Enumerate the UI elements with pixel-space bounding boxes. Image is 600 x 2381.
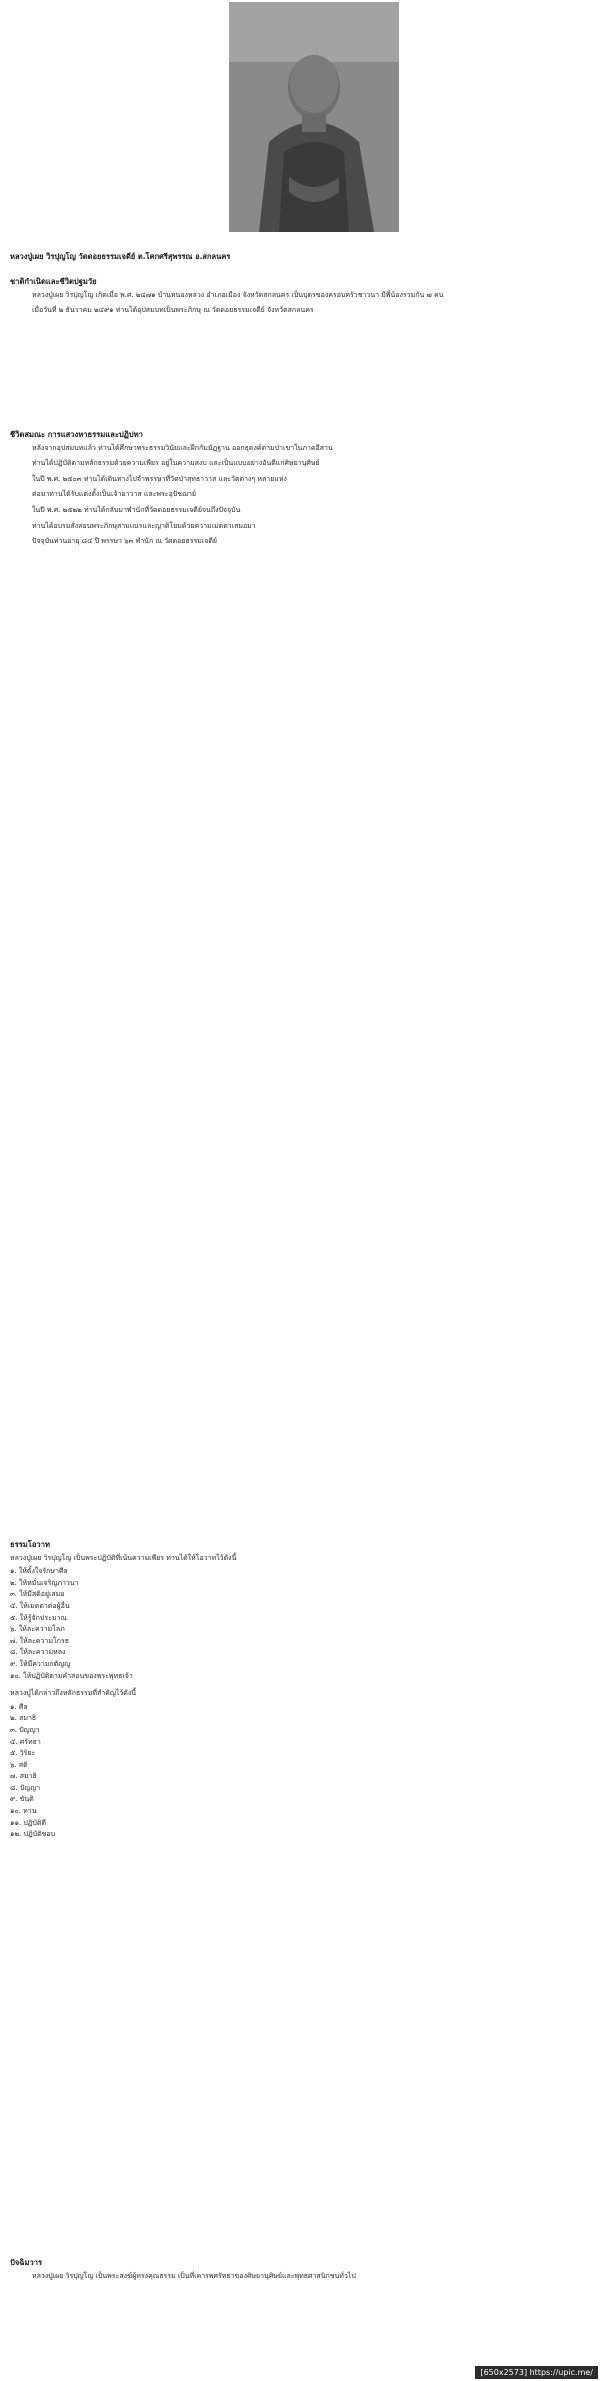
portrait-drawing [229, 2, 399, 232]
section-early-life [10, 277, 590, 322]
list-item: ๑๒. ปฏิบัติชอบ [10, 1830, 56, 1839]
section-closing [10, 2258, 590, 2287]
paragraph: ในปี พ.ศ. ๒๕๐๓ ท่านได้เดินทางไปจำพรรษาที่วัดป่าสุทธาวาส และวัดต่างๆ หลายแห่ง [32, 474, 287, 483]
list-item: ๙. ขันติ [10, 1795, 34, 1804]
list-item: ๓. ปัญญา [10, 1725, 40, 1734]
photo-caption: หลวงปู่เผย วิรปุญโญ วัดดอยธรรมเจดีย์ ต.โคกศรีสุพรรณ อ.สกลนคร [10, 252, 231, 261]
paragraph: หลวงปู่เผย วิรปุญโญ เป็นพระสงฆ์ผู้ทรงคุณธรรม เป็นที่เคารพศรัทธาของศิษยานุศิษย์และพุทธศาสนิกชนทั่วไป [32, 2271, 356, 2280]
list-item: ๕. ให้รู้จักประมาณ [10, 1613, 67, 1622]
list-item: ๒. ให้หมั่นเจริญภาวนา [10, 1578, 79, 1587]
list-item: ๒. สมาธิ [10, 1714, 37, 1723]
list-item: ๔. ศรัทธา [10, 1737, 41, 1746]
teachings-list [10, 1567, 590, 1681]
list-item: ๑๐. ทาน [10, 1807, 37, 1816]
list-item: ๗. สมาธิ [10, 1772, 37, 1781]
list-item: ๓. ให้มีสติอยู่เสมอ [10, 1590, 65, 1599]
paragraph: หลวงปู่ได้กล่าวถึงหลักธรรมที่สำคัญไว้ดังนี้ [10, 1689, 137, 1698]
section-monastic-life [10, 430, 590, 553]
paragraph: ท่านได้อบรมสั่งสอนพระภิกษุสามเณรและญาติโยมด้วยความเมตตาเสมอมา [32, 521, 256, 530]
list-item: ๑๐. ให้ปฏิบัติตามคำสอนของพระพุทธเจ้า [10, 1671, 133, 1680]
paragraph: ในปี พ.ศ. ๒๕๒๒ ท่านได้กลับมาพำนักที่วัดดอยธรรมเจดีย์จนถึงปัจจุบัน [32, 505, 241, 514]
list-item: ๙. ให้มีความกตัญญู [10, 1659, 71, 1668]
paragraph: ท่านได้ปฏิบัติตามหลักธรรมด้วยความเพียร อยู่ในความสงบ และเป็นแบบอย่างอันดีแก่ศิษยานุศิษย์ [32, 459, 320, 468]
list-item: ๕. วิริยะ [10, 1749, 36, 1758]
list-item: ๔. ให้เมตตาต่อผู้อื่น [10, 1601, 70, 1610]
section-teachings [10, 1540, 590, 1842]
paragraph: ปัจจุบันท่านอายุ ๘๔ ปี พรรษา ๖๓ พำนัก ณ วัดดอยธรรมเจดีย์ [32, 537, 218, 546]
monk-portrait-image [229, 2, 399, 232]
section-heading: ชาติกำเนิดและชีวิตปฐมวัย [10, 277, 97, 286]
list-item: ๑๑. ปฏิบัติดี [10, 1818, 47, 1827]
image-host-tag: [650x2573] https://upic.me/ [475, 2366, 598, 2379]
list-item: ๑. ศีล [10, 1702, 28, 1711]
paragraph: หลวงปู่เผย วิรปุญโญ เกิดเมื่อ พ.ศ. ๒๔๗๑ บ้านหนองหลวง อำเภอเมือง จังหวัดสกลนคร เป็นบุตรของครอบครัวชาวนา มีพี่น้องรวมกัน ๗ คน [32, 290, 444, 299]
list-item: ๘. ปัญญา [10, 1783, 41, 1792]
list-item: ๘. ให้ละความหลง [10, 1648, 66, 1657]
list-item: ๖. สติ [10, 1760, 28, 1769]
list-item: ๖. ให้ละความโลภ [10, 1625, 65, 1634]
section-heading: ธรรมโอวาท [10, 1540, 50, 1549]
paragraph: เมื่อวันที่ ๒ ธันวาคม ๒๔๙๑ ท่านได้อุปสมบทเป็นพระภิกษุ ณ วัดดอยธรรมเจดีย์ จังหวัดสกลนคร [32, 306, 314, 315]
list-item: ๑. ให้ตั้งใจรักษาศีล [10, 1567, 68, 1576]
paragraph: หลังจากอุปสมบทแล้ว ท่านได้ศึกษาพระธรรมวินัยและฝึกกัมมัฏฐาน ออกธุดงค์ตามป่าเขาในภาคอีสาน [32, 443, 333, 452]
list-item: ๗. ให้ละความโกรธ [10, 1636, 69, 1645]
paragraph: ต่อมาท่านได้รับแต่งตั้งเป็นเจ้าอาวาส และพระอุปัชฌาย์ [32, 490, 196, 499]
section-heading: ชีวิตสมณะ การแสวงหาธรรมและปฏิปทา [10, 430, 143, 439]
dhamma-list [10, 1703, 590, 1840]
paragraph: หลวงปู่เผย วิรปุญโญ เป็นพระปฏิบัติที่เน้นความเพียร ท่านได้ให้โอวาทไว้ดังนี้ [10, 1553, 237, 1562]
section-heading: ปัจฉิมวาร [10, 2258, 43, 2267]
